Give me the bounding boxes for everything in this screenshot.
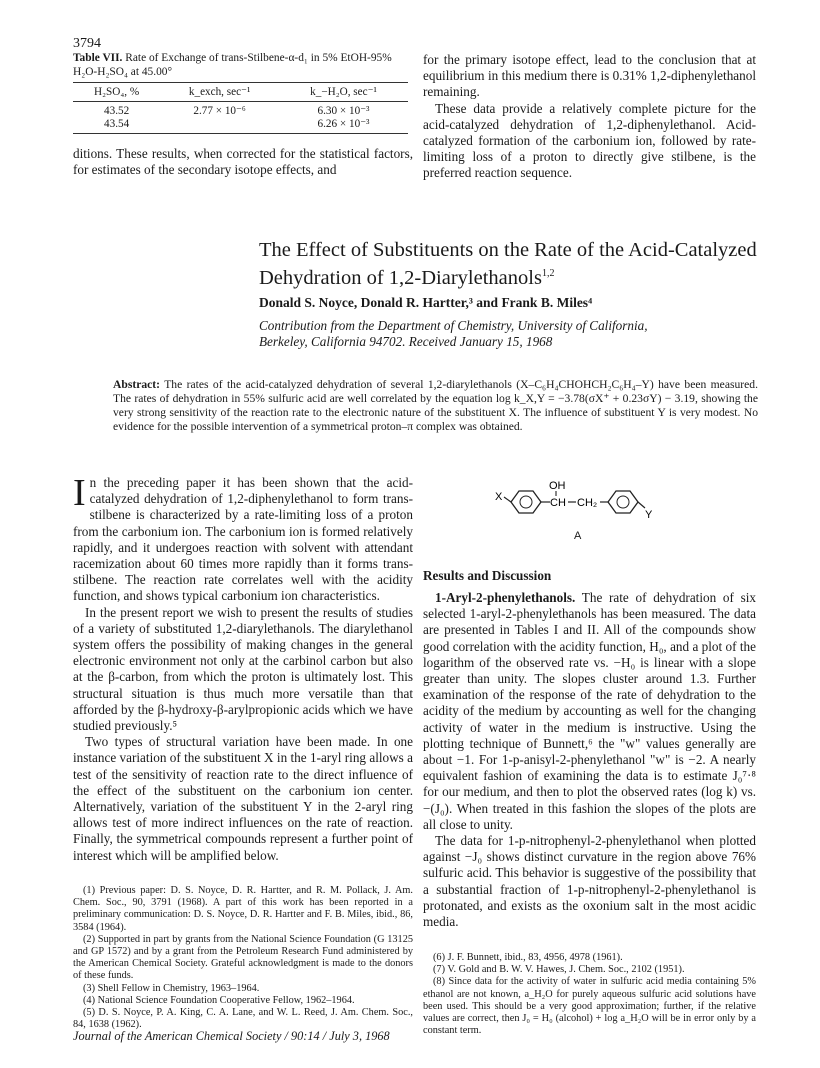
subsection-heading: 1-Aryl-2-phenylethanols. [435, 590, 576, 605]
table-row [73, 102, 408, 118]
table-header-acid: H₂SO₄, % [73, 83, 160, 102]
paragraph: In the preceding paper it has been shown that the acid-catalyzed dehydration of 1,2-diphenylethanol to form trans-stilbene is characterized by a rate-limiting loss of a proton from the carbonium ion. The carbonium ion is formed relatively rapidly, and it undergoes reaction with solvent with attendant racemization about 60 times more rapidly than it forms trans-stilbene. The reaction rate correlates well with the acidity function, and shows typical carbonium ion characteristics. [73, 472, 413, 604]
ch2-label: CH₂ [577, 497, 598, 509]
title-line-1: The Effect of Substituents on the Rate of the Acid-Catalyzed [259, 239, 757, 261]
abstract [113, 378, 758, 434]
footnote: (7) V. Gold and B. W. V. Hawes, J. Chem. Soc., 2102 (1951). [433, 964, 685, 976]
structure-label: A [574, 530, 582, 542]
footnote: (4) National Science Foundation Cooperative Fellow, 1962–1964. [83, 994, 355, 1006]
table-cell: 6.30 × 10⁻³ [317, 105, 370, 117]
affiliation-line-2: Berkeley, California 94702. Received January 15, 1968 [259, 333, 553, 349]
footnotes-right [423, 952, 756, 1037]
benzene-ring-1 [511, 491, 541, 513]
affiliation [259, 318, 648, 349]
paragraph: 1-Aryl-2-phenylethanols. The rate of dehydration of six selected 1-aryl-2-phenylethanols has been measured. The data are presented in Tables I and II. All of the compounds show good correlation with the acidity function, H₀, and a plot of the logarithm of the observed rate vs. −H₀ is linear with a slope greater than unity. The slopes cluster around 1.3. Further examination of the response of the rate of dehydration to the acidity of the medium by accounting as well for the changing activity of water in the medium is instructive. Using the plotting technique of Bunnett,⁶ the "w" values generally are about −1. For 1-p-anisyl-2-phenylethanol "w" is −2. A nearly equivalent fashion of examining the data is to estimate J₀⁷·⁸ for our medium, and then to plot the observed rates (log k) vs. −(J₀). When treated in this fashion the slopes of the plots are all close to unity. [423, 590, 756, 832]
rate-table [73, 82, 408, 134]
footnote: (8) Since data for the activity of water in sulfuric acid media containing 5% ethanol are not known, a_H₂O for purely aqueous sulfuric acid solutions have been used. This should be a very good approximation; further, if the relative values are correct, then J₀ = H₀ (alcohol) + log a_H₂O will be in error only by a constant term. [423, 976, 756, 1037]
results-section [423, 590, 756, 930]
dropcap: I [73, 472, 86, 514]
benzene-ring-2 [608, 491, 638, 513]
abstract-text: The rates of the acid-catalyzed dehydration of several 1,2-diarylethanols (X–C₆H₄CHOHCH₂C₆H₄–Y) have been measured. The rates of dehydration in 55% sulfuric acid are well correlated by the equation log k_X,Y = −3.78(σX⁺ + 0.23σY) − 3.19, showing the very strong sensitivity of the reaction rate to the electronic nature of the substituent X. The influence of substituent Y is very modest. No evidence for the possible intervention of a symmetrical proton–π complex was obtained. [113, 378, 758, 433]
intro-section [73, 472, 413, 864]
table-caption [73, 52, 413, 79]
table-cell: 2.77 × 10⁻⁶ [193, 105, 246, 117]
table-label: Table VII. [73, 52, 123, 64]
table-cell: 43.52 [104, 105, 130, 117]
structure-diagram [495, 478, 695, 546]
paragraph: Two types of structural variation have been made. In one instance variation of the substituent X in the 1-aryl ring allows a test of the sensitivity of reaction rate to the direct influence of the effect of the substituent on the carbonium ion center. Alternatively, variation of the substituent Y in the 2-aryl ring allows test of more indirect influences on the rate of reaction. Finally, the symmetrical compounds represent a further point of interest which will be amplified below. [73, 734, 413, 863]
footnotes-left [73, 885, 413, 1031]
table-header-kexch: k_exch, sec⁻¹ [160, 83, 279, 102]
paragraph: In the present report we wish to present the results of studies of a variety of substituted 1,2-diarylethanols. The diarylethanol system offers the possibility of making changes in the general electronic environment not only at the carbinol carbon but also at the β-carbon, from which the proton is ultimately lost. This structural situation is thus much more versatile than that afforded by the β-hydroxy-β-arylpropionic acids which we have studied previously.⁵ [73, 604, 413, 734]
section-heading: Results and Discussion [423, 568, 552, 583]
paragraph: for the primary isotope effect, lead to the conclusion that at equilibrium in this medium there is 0.31% 1,2-diphenylethanol remaining. [423, 52, 756, 100]
article-title [259, 238, 759, 290]
substituent-y: Y [645, 509, 653, 521]
footnote: (5) D. S. Noyce, P. A. King, C. A. Lane, and W. L. Reed, J. Am. Chem. Soc., 84, 1638 (1962). [73, 1007, 413, 1031]
authors: Donald S. Noyce, Donald R. Hartter,³ and Frank B. Miles⁴ [259, 295, 593, 310]
table-cell: 6.26 × 10⁻³ [279, 118, 408, 134]
title-line-2: Dehydration of 1,2-Diarylethanols [259, 266, 542, 289]
title-footnote-ref: 1,2 [541, 268, 555, 279]
paragraph: These data provide a relatively complete picture for the acid-catalyzed dehydration of 1,2-diphenylethanol. Acid-catalyzed formation of the carbonium ion, followed by rate-limiting loss of a proton to directly give stilbene, is the preferred reaction sequence. [423, 100, 756, 181]
table-cell: 43.54 [73, 118, 160, 134]
footnote: (1) Previous paper: D. S. Noyce, D. R. Hartter, and R. M. Pollack, J. Am. Chem. Soc., 90, 3791 (1968). A part of this work has been reported in a preliminary communication: D. S. Noyce, D. R. Hartter and F. B. Miles, ibid., 86, 3584 (1964). [73, 885, 413, 933]
hydroxyl-label: OH [549, 480, 566, 492]
aromatic-circle [520, 496, 532, 508]
abstract-label: Abstract: [113, 378, 161, 391]
footnote: (3) Shell Fellow in Chemistry, 1963–1964. [83, 982, 260, 994]
table-caption-text: Rate of Exchange of trans-Stilbene-α-d₁ in 5% EtOH-95% H₂O-H₂SO₄ at 45.00° [73, 52, 392, 78]
table-row [73, 118, 408, 134]
ch-label: CH [550, 497, 566, 509]
journal-footer: Journal of the American Chemical Society / 90:14 / July 3, 1968 [73, 1029, 390, 1043]
substituent-x: X [495, 491, 503, 503]
table-header-kh2o: k_−H₂O, sec⁻¹ [279, 83, 408, 102]
bond [638, 502, 645, 508]
bond [504, 497, 511, 502]
right-top-continuation [423, 52, 756, 182]
table-cell [160, 118, 279, 134]
page-number: 3794 [73, 36, 101, 51]
footnote: (2) Supported in part by grants from the National Science Foundation (G 13125 and GP 1572) and by a grant from the Petroleum Research Fund administered by the American Chemical Society. Grateful acknowledgment is made to the donors of these funds. [73, 933, 413, 982]
left-top-continuation: ditions. These results, when corrected for the statistical factors, for estimates of the secondary isotope effects, and [73, 146, 413, 178]
footnote: (6) J. F. Bunnett, ibid., 83, 4956, 4978 (1961). [433, 952, 623, 963]
aromatic-circle [617, 496, 629, 508]
affiliation-line-1: Contribution from the Department of Chemistry, University of California, [259, 318, 648, 333]
paragraph: The data for 1-p-nitrophenyl-2-phenylethanol when plotted against −J₀ shows distinct curvature in the region above 76% sulfuric acid. This behavior is suggestive of the possibility that a substantial fraction of 1-p-nitrophenyl-2-phenylethanol is protonated, and exists as the oxonium salt in the most acidic media. [423, 833, 756, 930]
